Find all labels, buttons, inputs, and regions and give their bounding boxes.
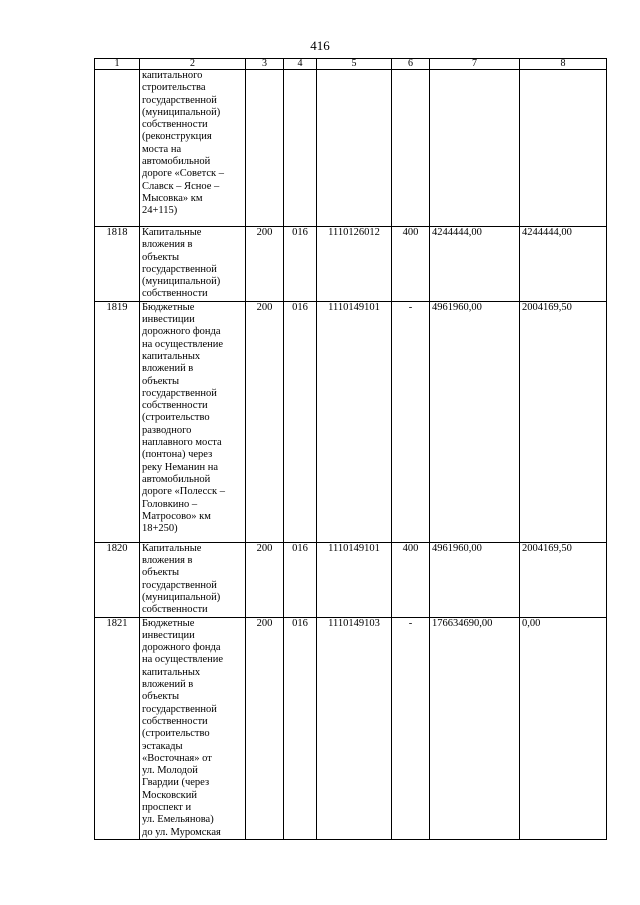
- item-name-line: реку Неманин на: [142, 461, 218, 473]
- item-name-line: (реконструкция: [142, 131, 212, 143]
- item-name-line: проспект и: [142, 802, 192, 814]
- item-name-line: (муниципальной): [142, 591, 221, 603]
- row-number-cell: 1818: [95, 227, 140, 302]
- expense-type-cell: -: [392, 617, 430, 839]
- amount-column-7-cell: 4244444,00: [430, 227, 520, 302]
- expense-type-cell: 400: [392, 227, 430, 302]
- item-name-line: Капитальные: [142, 542, 202, 554]
- item-name-line: Мысовка» км: [142, 192, 203, 204]
- row-number-cell: [95, 70, 140, 227]
- item-name-line: объекты: [142, 251, 180, 263]
- item-name-line: разводного: [142, 424, 192, 436]
- amount-column-8-cell: 4244444,00: [520, 227, 607, 302]
- column-header-8: 8: [520, 59, 607, 70]
- column-header-6: 6: [392, 59, 430, 70]
- item-name-line: собственности: [142, 400, 208, 412]
- item-name-line: ул. Емельянова): [142, 814, 214, 826]
- item-name-cell: [140, 70, 246, 227]
- column-header-3: 3: [246, 59, 284, 70]
- section-code-cell: [284, 70, 317, 227]
- row-number-cell: 1821: [95, 617, 140, 839]
- item-name-line: (муниципальной): [142, 276, 221, 288]
- table-row: [95, 70, 607, 227]
- item-name-line: объекты: [142, 567, 180, 579]
- item-name-line: государственной: [142, 579, 217, 591]
- item-name-line: «Восточная» от: [142, 752, 212, 764]
- item-name-line: Головкино –: [142, 498, 198, 510]
- target-article-cell: 1110149103: [317, 617, 392, 839]
- column-header-4: 4: [284, 59, 317, 70]
- target-article-cell: 1110149101: [317, 542, 392, 617]
- table-row: [95, 617, 607, 839]
- item-name-line: Московский: [142, 789, 197, 801]
- amount-column-8-cell: 2004169,50: [520, 301, 607, 542]
- item-name-line: ул. Молодой: [142, 765, 198, 777]
- amount-column-7-cell: [430, 70, 520, 227]
- item-name-line: Капитальные: [142, 227, 202, 238]
- row-number-cell: 1820: [95, 542, 140, 617]
- amount-column-7-cell: 176634690,00: [430, 617, 520, 839]
- target-article-cell: [317, 70, 392, 227]
- ministry-code-cell: 200: [246, 542, 284, 617]
- item-name-line: Бюджетные: [142, 617, 195, 629]
- item-name-line: объекты: [142, 375, 180, 387]
- item-name-line: (строительство: [142, 728, 210, 740]
- item-name-line: дорожного фонда: [142, 642, 221, 654]
- item-name-line: государственной: [142, 94, 217, 106]
- item-name-line: собственности: [142, 715, 208, 727]
- item-name-line: моста на: [142, 143, 182, 155]
- table-row: [95, 542, 607, 617]
- item-name-cell: [140, 301, 246, 542]
- section-code-cell: 016: [284, 617, 317, 839]
- item-name-line: государственной: [142, 703, 217, 715]
- item-name-line: вложения в: [142, 555, 193, 567]
- target-article-cell: 1110149101: [317, 301, 392, 542]
- item-name-line: Гвардии (через: [142, 777, 210, 789]
- item-name-line: государственной: [142, 387, 217, 399]
- item-name-line: собственности: [142, 604, 208, 616]
- section-code-cell: 016: [284, 542, 317, 617]
- expense-type-cell: 400: [392, 542, 430, 617]
- section-code-cell: 016: [284, 301, 317, 542]
- item-name-line: (понтона) через: [142, 449, 213, 461]
- item-name-line: дорожного фонда: [142, 326, 221, 338]
- item-name-line: вложений в: [142, 363, 194, 375]
- item-name-line: на осуществление: [142, 654, 224, 666]
- item-name-line: 18+250): [142, 523, 178, 535]
- item-name-cell: [140, 227, 246, 302]
- item-name-line: дороге «Советск –: [142, 168, 224, 180]
- item-name-line: государственной: [142, 263, 217, 275]
- section-code-cell: 016: [284, 227, 317, 302]
- item-name-line: дороге «Полесск –: [142, 486, 225, 498]
- item-name-line: капитальных: [142, 666, 201, 678]
- amount-column-8-cell: 2004169,50: [520, 542, 607, 617]
- item-name-cell: [140, 542, 246, 617]
- amount-column-7-cell: 4961960,00: [430, 301, 520, 542]
- header-row: [95, 59, 607, 70]
- ministry-code-cell: 200: [246, 227, 284, 302]
- ministry-code-cell: 200: [246, 617, 284, 839]
- item-name-line: (строительство: [142, 412, 210, 424]
- item-name-line: строительства: [142, 82, 206, 94]
- item-name-cell: [140, 617, 246, 839]
- amount-column-8-cell: [520, 70, 607, 227]
- item-name-line: автомобильной: [142, 156, 211, 168]
- item-name-line: автомобильной: [142, 473, 211, 485]
- column-header-7: 7: [430, 59, 520, 70]
- row-number-cell: 1819: [95, 301, 140, 542]
- amount-column-8-cell: 0,00: [520, 617, 607, 839]
- item-name-line: на осуществление: [142, 338, 224, 350]
- item-name-line: Славск – Ясное –: [142, 180, 220, 192]
- item-name-line: Матросово» км: [142, 510, 211, 522]
- item-name-line: капитальных: [142, 350, 201, 362]
- table-row: [95, 227, 607, 302]
- item-name-line: собственности: [142, 288, 208, 300]
- item-name-line: до ул. Муромская: [142, 826, 221, 838]
- item-name-line: эстакады: [142, 740, 183, 752]
- target-article-cell: 1110126012: [317, 227, 392, 302]
- item-name-line: 24+115): [142, 205, 178, 217]
- expense-type-cell: -: [392, 301, 430, 542]
- item-name-line: вложения в: [142, 239, 193, 251]
- item-name-line: объекты: [142, 691, 180, 703]
- item-name-line: инвестиции: [142, 314, 195, 326]
- item-name-line: собственности: [142, 119, 208, 131]
- ministry-code-cell: [246, 70, 284, 227]
- item-name-line: капитального: [142, 70, 203, 81]
- item-name-line: Бюджетные: [142, 301, 195, 313]
- column-header-1: 1: [95, 59, 140, 70]
- item-name-line: инвестиции: [142, 629, 195, 641]
- item-name-line: (муниципальной): [142, 106, 221, 118]
- item-name-line: вложений в: [142, 679, 194, 691]
- ministry-code-cell: 200: [246, 301, 284, 542]
- table-row: [95, 301, 607, 542]
- expense-type-cell: [392, 70, 430, 227]
- budget-table: [94, 58, 607, 840]
- column-header-5: 5: [317, 59, 392, 70]
- table-body: [95, 70, 607, 840]
- item-name-line: наплавного моста: [142, 437, 222, 449]
- column-header-2: 2: [140, 59, 246, 70]
- amount-column-7-cell: 4961960,00: [430, 542, 520, 617]
- page-number: 416: [310, 38, 330, 53]
